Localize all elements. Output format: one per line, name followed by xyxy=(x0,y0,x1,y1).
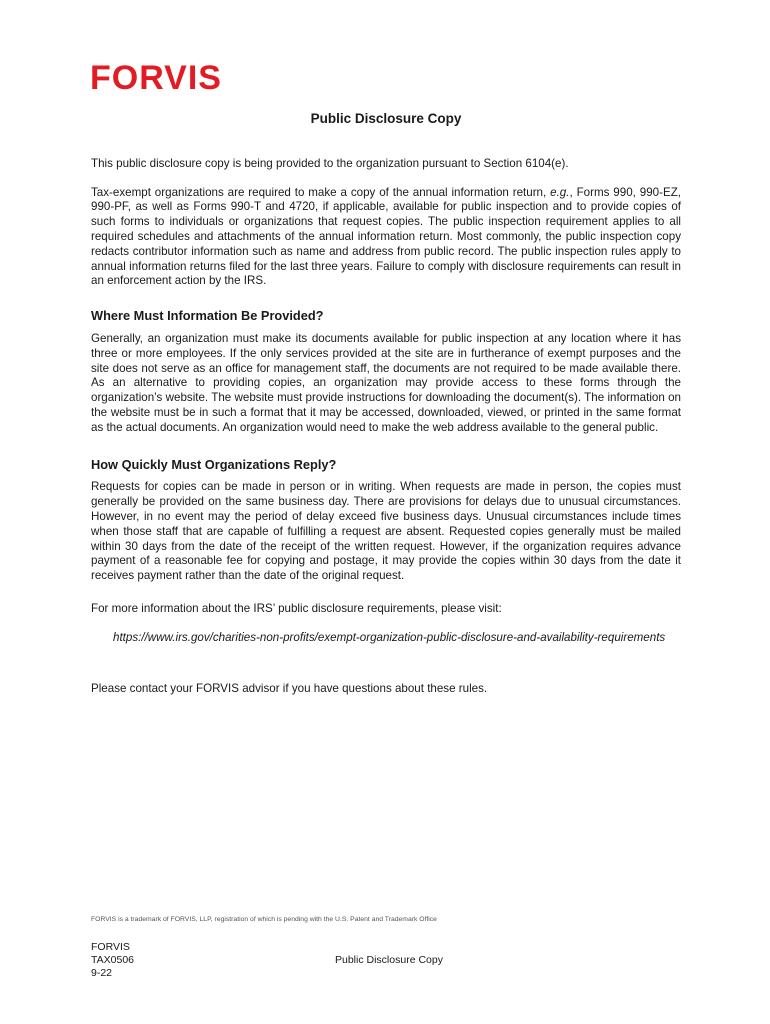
trademark-notice: FORVIS is a trademark of FORVIS, LLP, registration of which is pending with the U.S. Patent and Trademark Office xyxy=(91,916,437,923)
intro-paragraph: This public disclosure copy is being provided to the organization pursuant to Section 6104(e). xyxy=(91,156,569,170)
contact-text: Please contact your FORVIS advisor if you have questions about these rules. xyxy=(91,681,488,695)
page-title: Public Disclosure Copy xyxy=(310,111,462,126)
section-body-where: Generally, an organization must make its documents available for public inspection at any location where it has three or more employees. If the only services provided at the site are in furtherance of exempt purposes and the site does not serve as an office for management staff, the documents are not required to be made available there. As an alternative to providing copies, an organization may provide access to these forms through the organization’s website. The website must provide instructions for downloading the document(s). The information on the website must be in such a format that it may be accessed, downloaded, viewed, or printed in the same format as the actual documents. An organization would need to make the web address available to the general public. xyxy=(91,331,681,434)
footer-company: FORVIS xyxy=(91,941,130,953)
section-heading-how-quickly: How Quickly Must Organizations Reply? xyxy=(91,456,337,472)
document-body xyxy=(91,110,681,696)
footer-form-code: TAX0506 xyxy=(91,954,134,966)
section-body-how-quickly: Requests for copies can be made in person or in writing. When requests are made in person, the copies must generally be provided on the same business day. There are provisions for delays due to unusual circumstances. However, in no event may the period of delay exceed five business days. Unusual circumstances include times when those staff that are capable of fulfilling a request are absent. Requested copies generally must be mailed within 30 days from the date of the receipt of the written request. However, if the organization requires advance payment of a reasonable fee for copying and postage, it may provide the copies within 30 days from the date it receives payment rather than the date of the original request. xyxy=(91,480,681,583)
logo-text: FORVIS xyxy=(90,59,222,97)
requirements-text-start: Tax-exempt organizations are required to make a copy of the annual information return, xyxy=(91,185,551,199)
section-heading-where: Where Must Information Be Provided? xyxy=(91,308,324,324)
requirements-eg: e.g. xyxy=(550,185,570,199)
irs-link[interactable]: https://www.irs.gov/charities-non-profits/exempt-organization-public-disclosure-and-availability-requirements xyxy=(113,630,666,644)
footer-identifier xyxy=(91,941,134,980)
requirements-paragraph xyxy=(91,186,681,290)
more-info-text: For more information about the IRS’ public disclosure requirements, please visit: xyxy=(91,601,502,615)
footer-date: 9-22 xyxy=(91,967,113,979)
forvis-logo xyxy=(90,60,222,96)
requirements-text-end: , Forms 990, 990-EZ, 990-PF, as well as Forms 990-T and 4720, if applicable, available for public inspection and to provide copies of such forms to individuals or organizations that request copies. The public inspection requirement applies to all required schedules and attachments of the annual information return. Most commonly, the public inspection copy redacts contributor information such as name and address from public record. The public inspection rules apply to annual information returns filed for the last three years. Failure to comply with disclosure requirements can result in an enforcement action by the IRS. xyxy=(91,185,681,288)
footer-title: Public Disclosure Copy xyxy=(335,954,443,966)
